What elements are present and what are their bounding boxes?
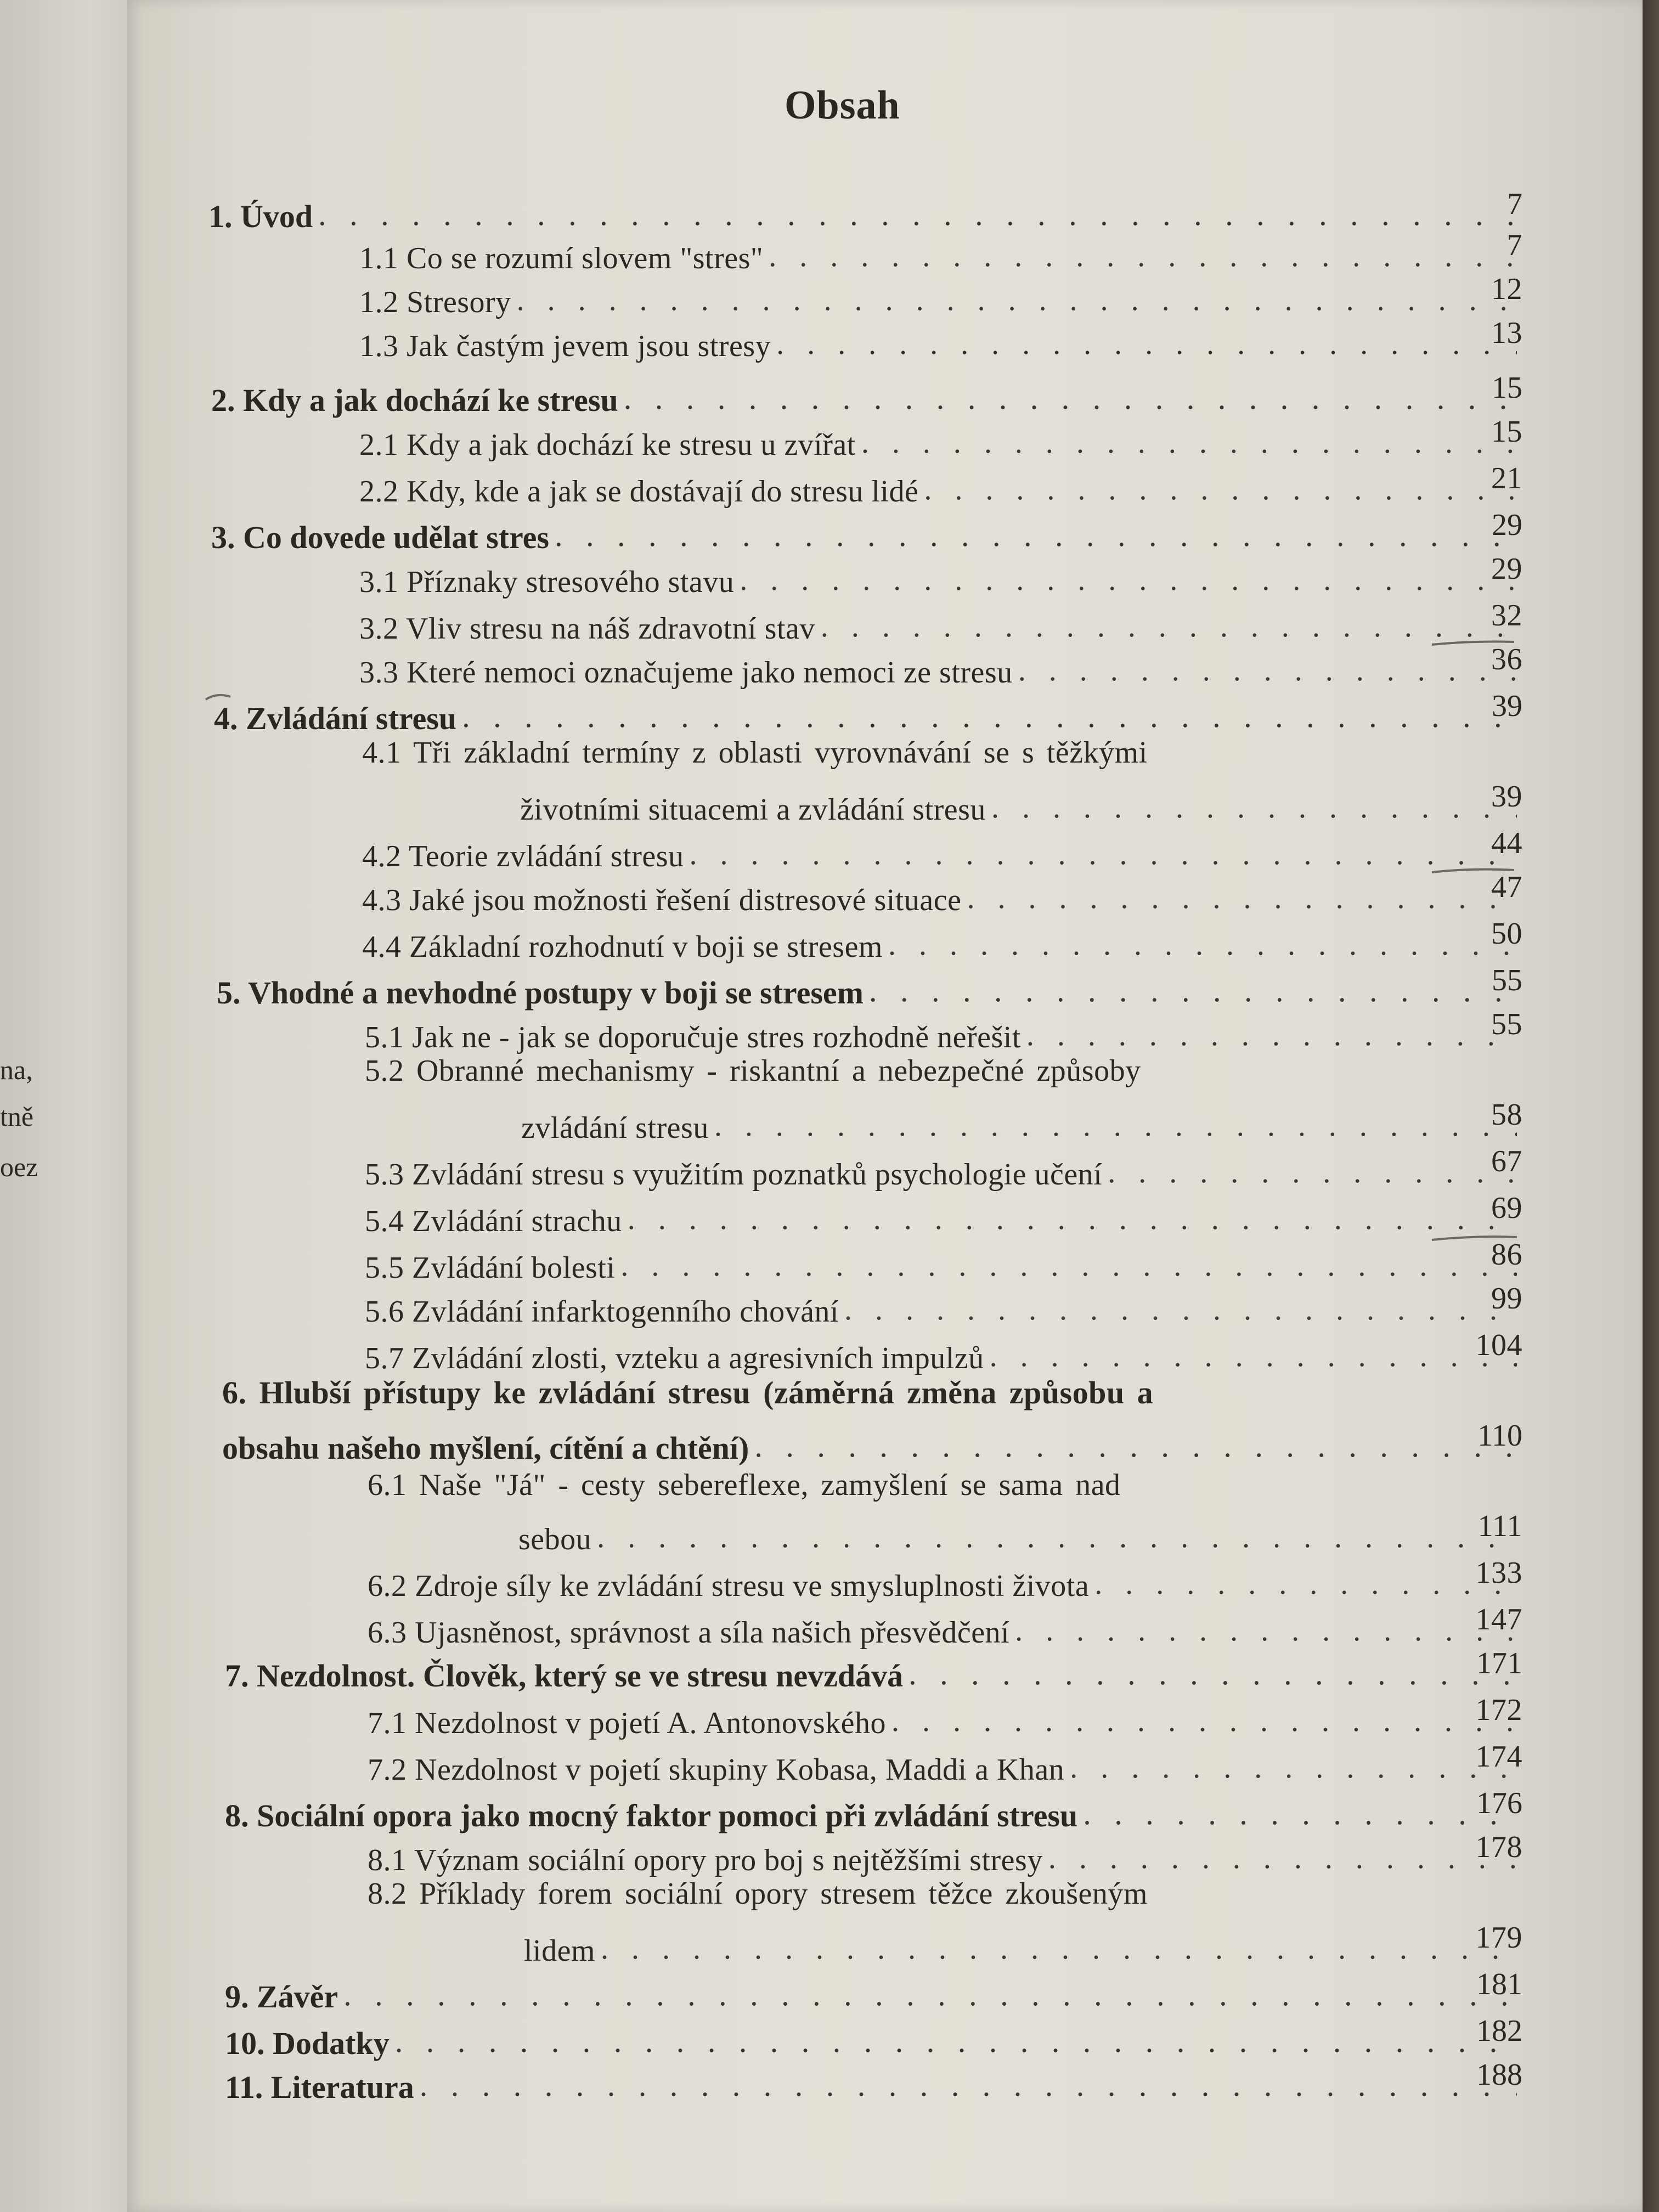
toc-section-line1: 5.2 Obranné mechanismy - riskantní a nebezpečné způsoby	[365, 1054, 1141, 1088]
toc-chapter: 1. Úvod . . . 7	[208, 192, 1522, 236]
toc-chapter: 5. Vhodné a nevhodné postupy v boji se stresem . . . 55	[217, 968, 1522, 1012]
toc-section: 5.1 Jak ne - jak se doporučuje stres rozhodně neřešit . . . 55	[365, 1012, 1522, 1056]
page-title: Obsah	[785, 83, 900, 128]
left-page-fragment: na,	[0, 1054, 33, 1085]
toc-section: zvládání stresu . . . 58	[521, 1103, 1522, 1147]
toc-section: 3.3 Které nemoci označujeme jako nemoci ze stresu . . . 36	[359, 647, 1522, 691]
toc-section: 1.3 Jak častým jevem jsou stresy . . . 13	[359, 321, 1522, 365]
toc-chapter: 4. Zvládání stresu . . . 39	[214, 694, 1522, 738]
toc-section: 5.6 Zvládání infarktogenního chování . . . 99	[365, 1286, 1522, 1330]
toc-section: 5.7 Zvládání zlosti, vzteku a agresivních impulzů . . . 104	[365, 1333, 1522, 1377]
toc-section: 3.2 Vliv stresu na náš zdravotní stav . . . 32	[359, 603, 1522, 647]
toc-section: 5.4 Zvládání strachu . . . 69	[365, 1196, 1522, 1240]
toc-chapter: 2. Kdy a jak dochází ke stresu . . . 15	[211, 376, 1522, 420]
left-page-fragment: tně	[0, 1101, 34, 1132]
toc-chapter: 8. Sociální opora jako mocný faktor pomoci při zvládání stresu . . . 176	[225, 1791, 1522, 1835]
toc-section: 4.3 Jaké jsou možnosti řešení distresové situace . . . 47	[362, 875, 1522, 919]
toc-section: 8.1 Význam sociální opory pro boj s nejtěžšími stresy . . . 178	[368, 1835, 1522, 1879]
left-page-fragment: oez	[0, 1152, 38, 1182]
toc-section: 1.2 Stresory . . . 12	[359, 277, 1522, 321]
toc-chapter: 10. Dodatky . . . 182	[225, 2019, 1522, 2063]
toc-chapter: obsahu našeho myšlení, cítění a chtění) . . . 110	[222, 1424, 1522, 1468]
toc-section: 3.1 Příznaky stresového stavu . . . 29	[359, 557, 1522, 601]
page-edge-shadow	[1643, 0, 1659, 2212]
toc-chapter: 11. Literatura . . . 188	[225, 2063, 1522, 2107]
toc-section: 7.1 Nezdolnost v pojetí A. Antonovského . . . 172	[368, 1698, 1522, 1742]
toc-section: 4.4 Základní rozhodnutí v boji se stresem . . . 50	[362, 922, 1522, 966]
toc-chapter: 3. Co dovede udělat stres . . . 29	[211, 513, 1522, 557]
toc-section: 1.1 Co se rozumí slovem "stres" . . . 7	[359, 233, 1522, 277]
toc-section: 7.2 Nezdolnost v pojetí skupiny Kobasa, Maddi a Khan . . . 174	[368, 1745, 1522, 1788]
toc-section: 6.3 Ujasněnost, správnost a síla našich přesvědčení . . . 147	[368, 1607, 1522, 1651]
toc-section-line1: 4.1 Tři základní termíny z oblasti vyrovnávání se s těžkými	[362, 736, 1148, 770]
toc-section: 4.2 Teorie zvládání stresu . . . 44	[362, 831, 1522, 875]
toc-chapter-line1: 6. Hlubší přístupy ke zvládání stresu (záměrná změna způsobu a	[222, 1375, 1154, 1410]
toc-chapter: 7. Nezdolnost. Člověk, který se ve stresu nevzdává . . . 171	[225, 1651, 1522, 1695]
toc-section: 5.3 Zvládání stresu s využitím poznatků psychologie učení . . . 67	[365, 1149, 1522, 1193]
toc-section: sebou . . . 111	[518, 1514, 1522, 1558]
toc-section: 2.1 Kdy a jak dochází ke stresu u zvířat . . . 15	[359, 420, 1522, 464]
toc-section: 6.2 Zdroje síly ke zvládání stresu ve smysluplnosti života . . . 133	[368, 1561, 1522, 1605]
toc-section: lidem . . . 179	[524, 1926, 1522, 1970]
toc-chapter: 9. Závěr . . . 181	[225, 1972, 1522, 2016]
toc-section: 2.2 Kdy, kde a jak se dostávají do stresu lidé . . . 21	[359, 466, 1522, 510]
toc-section-line1: 8.2 Příklady forem sociální opory stresem těžce zkoušeným	[368, 1877, 1148, 1911]
toc-section: životními situacemi a zvládání stresu . . . 39	[520, 785, 1522, 828]
toc-section-line1: 6.1 Naše "Já" - cesty sebereflexe, zamyšlení se sama nad	[368, 1468, 1121, 1502]
toc-section: 5.5 Zvládání bolesti . . . 86	[365, 1243, 1522, 1286]
